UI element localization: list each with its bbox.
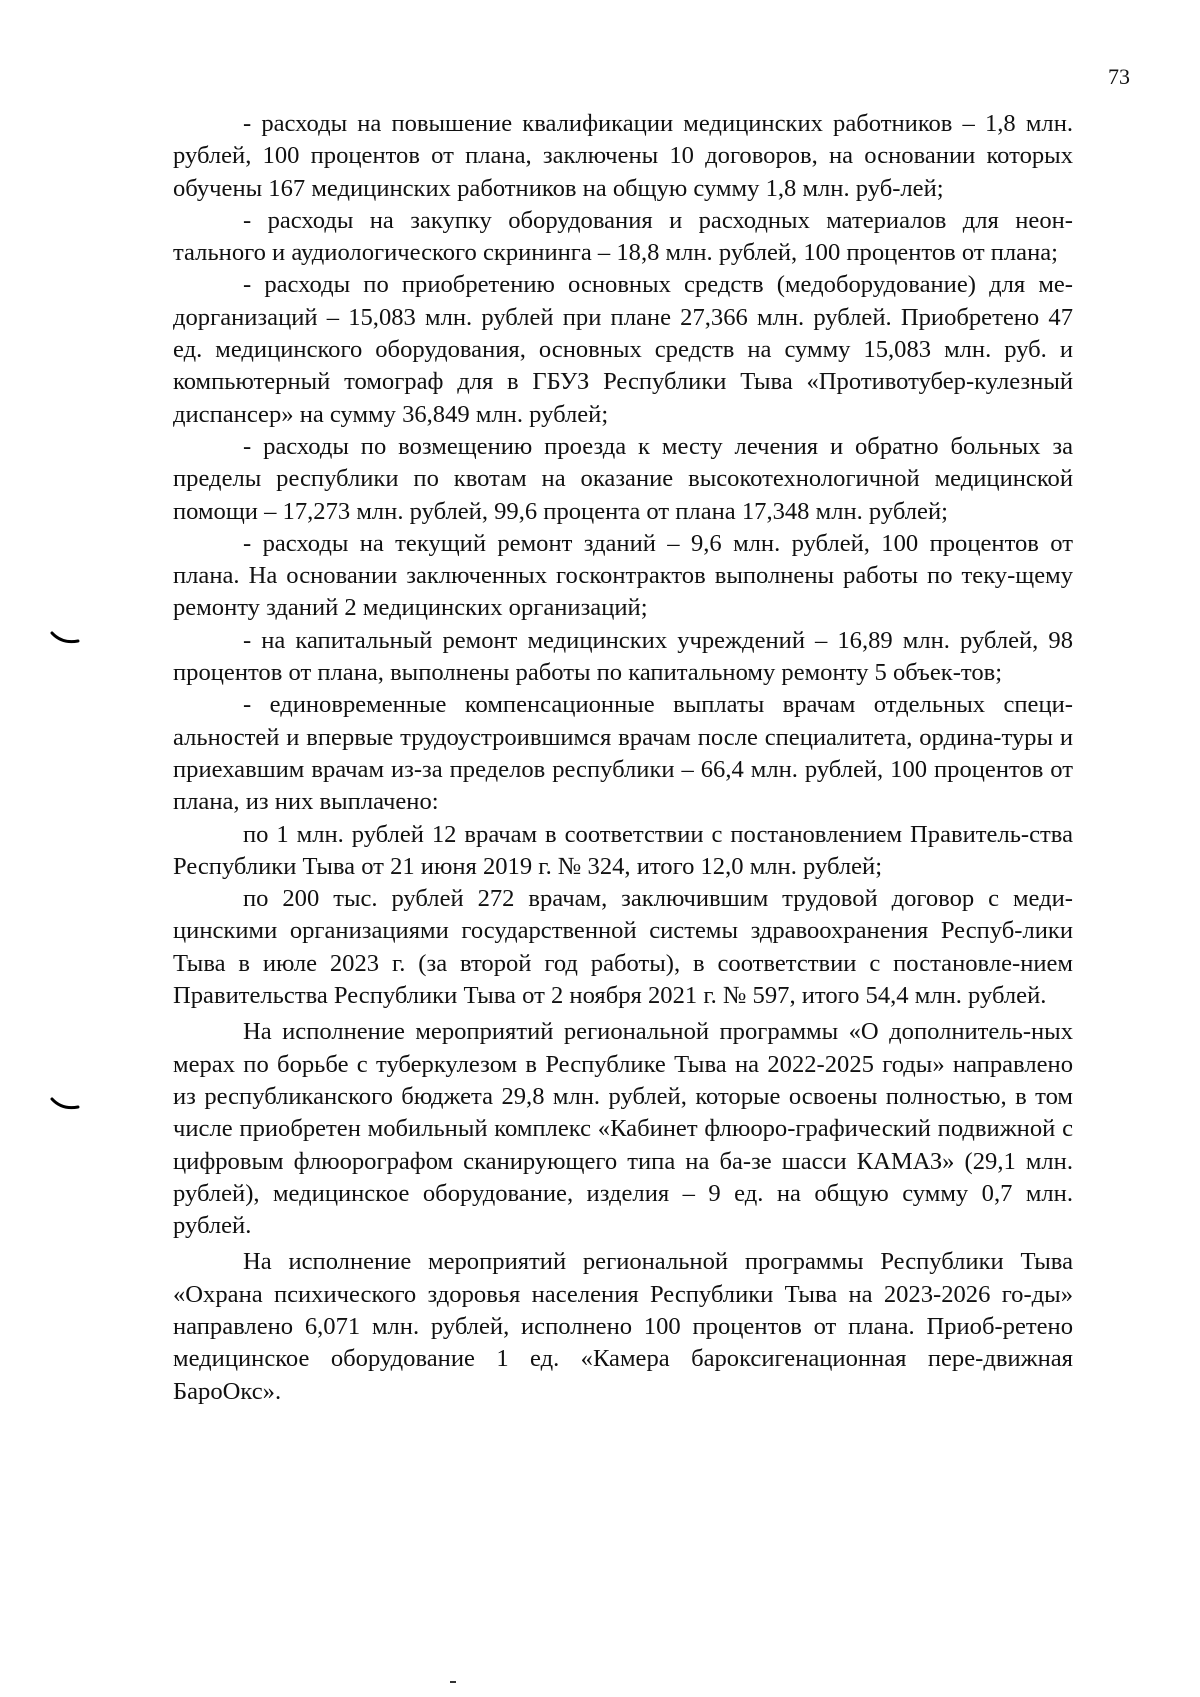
paragraph-tuberculosis-program: На исполнение мероприятий региональной программы «О дополнитель-ных мерах по борьбе с туберкулезом в Республике Тыва на 2022-2025 годы» направлено из республиканского бюджета 29,8 млн. рублей, которые освоены полностью, в том числе приобретен мобильный комплекс «Кабинет флюоро-графический подвижной с цифровым флюорографом сканирующего типа на ба-зе шасси КАМАЗ» (29,1 млн. рублей), медицинское оборудование, изделия – 9 ед. на общую сумму 0,7 млн. рублей. (173, 1018, 1073, 1240)
paragraph-mental-health-program: На исполнение мероприятий региональной программы Республики Тыва «Охрана психического здоровья населения Республики Тыва на 2023-2026 го-ды» направлено 6,071 млн. рублей, исполнено 100 процентов от плана. Приоб-ретено медицинское оборудование 1 ед. «Камера бароксигенационная пере-движная БароОкс». (173, 1248, 1073, 1405)
page-number: 73 (1108, 64, 1130, 89)
paragraph-fixed-assets: - расходы по приобретению основных средств (медоборудование) для ме-дорганизаций – 15,083 млн. рублей при плане 27,366 млн. рублей. Приобретено 47 ед. медицинского оборудования, основных средств на сумму 15,083 млн. руб. и компьютерный томограф для в ГБУЗ Республики Тыва «Противотубер-кулезный диспансер» на сумму 36,849 млн. рублей; (173, 271, 1073, 428)
margin-mark-icon (50, 1096, 80, 1112)
paragraph-capital-repair: - на капитальный ремонт медицинских учреждений – 16,89 млн. рублей, 98 процентов от плана, выполнены работы по капитальному ремонту 5 объек-тов; (173, 626, 1073, 687)
document-body (173, 108, 1073, 1408)
paragraph-qualification: - расходы на повышение квалификации медицинских работников – 1,8 млн. рублей, 100 процентов от плана, заключены 10 договоров, на основании которых обучены 167 медицинских работников на общую сумму 1,8 млн. руб-лей; (173, 110, 1073, 202)
paragraph-compensation-payments: - единовременные компенсационные выплаты врачам отдельных специ-альностей и впервые трудоустроившимся врачам после специалитета, ордина-туры и приехавшим врачам из-за пределов республики – 66,4 млн. рублей, 100 процентов от плана, из них выплачено: (173, 691, 1073, 816)
paragraph-travel-compensation: - расходы по возмещению проезда к месту лечения и обратно больных за пределы республики по квотам на оказание высокотехнологичной медицинской помощи – 17,273 млн. рублей, 99,6 процента от плана 17,348 млн. рублей; (173, 432, 1073, 525)
paragraph-current-repair: - расходы на текущий ремонт зданий – 9,6 млн. рублей, 100 процентов от плана. На основании заключенных госконтрактов выполнены работы по теку-щему ремонту зданий 2 медицинских организаций; (173, 529, 1073, 622)
paragraph-payments-1mln: по 1 млн. рублей 12 врачам в соответствии с постановлением Правитель-ства Республики Тыва от 21 июня 2019 г. № 324, итого 12,0 млн. рублей; (173, 820, 1073, 880)
paragraph-screening: - расходы на закупку оборудования и расходных материалов для неон-тального и аудиологического скрининга – 18,8 млн. рублей, 100 процентов от плана; (173, 206, 1073, 267)
scan-speck (450, 1681, 456, 1683)
margin-mark-icon (50, 630, 80, 646)
paragraph-payments-200k: по 200 тыс. рублей 272 врачам, заключившим трудовой договор с меди-цинскими организациями государственной системы здравоохранения Респуб-лики Тыва в июле 2023 г. (за второй год работы), в соответствии с постановле-нием Правительства Республики Тыва от 2 ноября 2021 г. № 597, итого 54,4 млн. рублей. (173, 885, 1073, 1010)
